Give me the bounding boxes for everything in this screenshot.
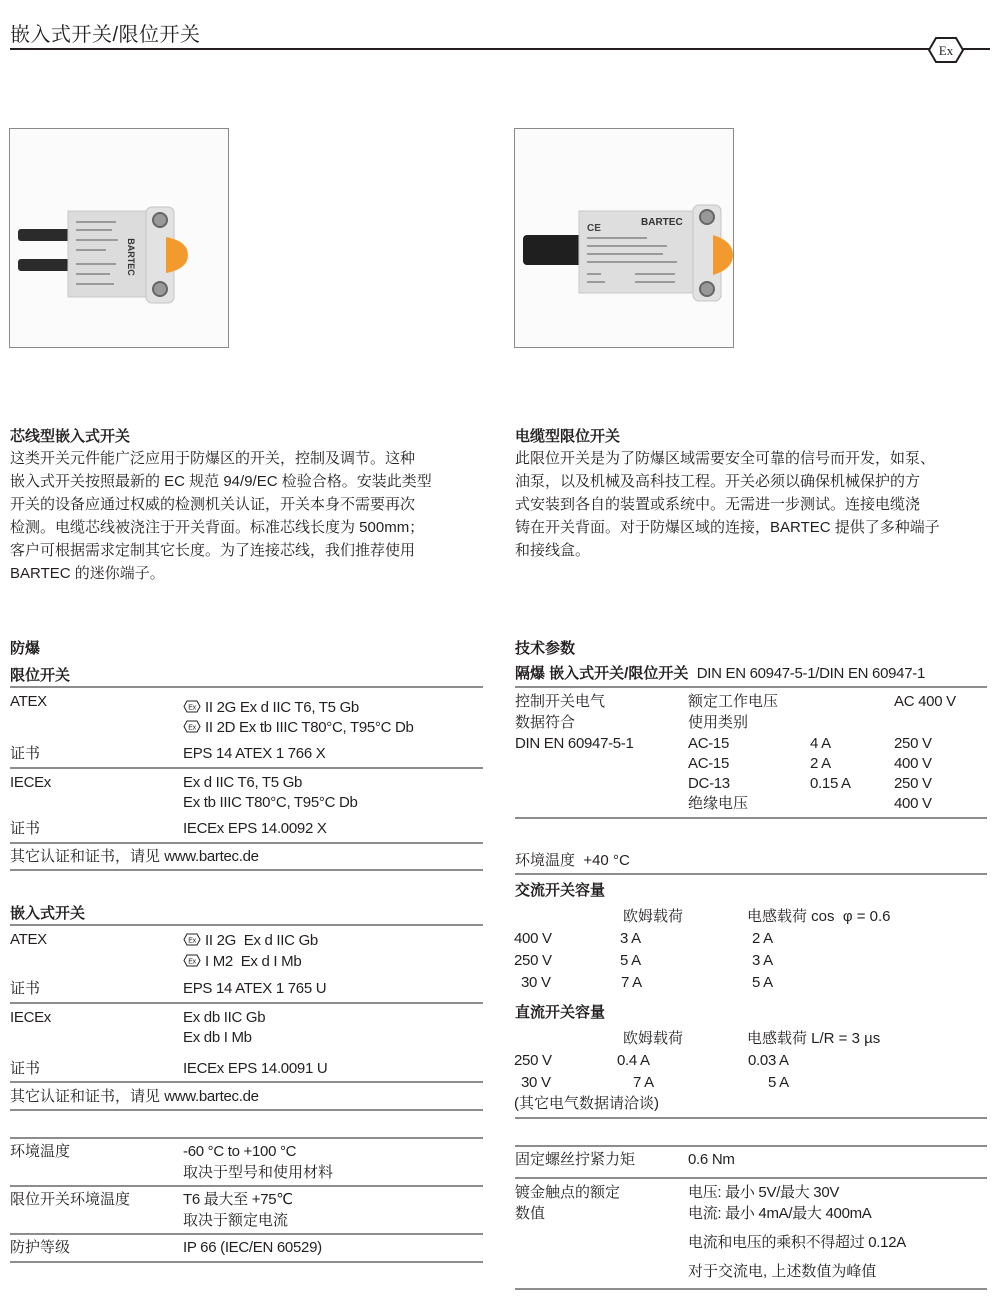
divider	[10, 1002, 483, 1004]
iecex-label: IECEx	[10, 1009, 52, 1026]
divider	[10, 842, 483, 844]
atex-label: ATEX	[10, 693, 47, 710]
certificate-value: IECEx EPS 14.0091 U	[183, 1060, 328, 1077]
svg-text:CE: CE	[587, 223, 601, 234]
divider	[515, 1117, 987, 1119]
gold-voltage-range: 电压: 最小 5V/最大 30V	[688, 1184, 840, 1201]
certificate-label: 证书	[10, 820, 41, 837]
text-line: 和接线盒。	[515, 542, 591, 559]
certificate-label: 证书	[10, 745, 41, 762]
svg-text:Ex: Ex	[188, 937, 196, 945]
divider	[515, 873, 987, 875]
category-voltage: 400 V	[894, 755, 932, 772]
ex-mark-icon	[183, 720, 201, 733]
protection-class-label: 防护等级	[10, 1239, 71, 1256]
product-description-embedded	[10, 425, 490, 585]
text-line: 嵌入式开关按照最新的 EC 规范 94/9/EC 检验合格。安装此类型	[10, 473, 432, 490]
product-heading: 电缆型限位开关	[515, 428, 621, 445]
bartec-website-link[interactable]: www.bartec.de	[164, 1088, 259, 1105]
limit-ambient-temp-note: 取决于额定电流	[183, 1212, 289, 1229]
certificate-label: 证书	[10, 980, 41, 997]
gold-ac-note: 对于交流电, 上述数值为峰值	[688, 1263, 877, 1280]
limit-switch-heading: 限位开关	[10, 667, 71, 684]
divider	[10, 1109, 483, 1111]
category-label: 使用类别	[688, 714, 749, 731]
dc-capacity-heading: 直流开关容量	[515, 1004, 606, 1021]
ohmic-load-header: 欧姆载荷	[623, 908, 684, 925]
torque-label: 固定螺丝拧紧力矩	[515, 1151, 636, 1168]
certificate-label: 证书	[10, 1060, 41, 1077]
divider	[10, 924, 483, 926]
inductive-load-header: 电感载荷 L/R = 3 µs	[747, 1030, 881, 1047]
text-line: 开关的设备应通过权威的检测机关认证，开关本身不需要再次	[10, 496, 416, 513]
divider	[515, 1145, 987, 1147]
product-text	[10, 447, 490, 585]
text-line: 铸在开关背面。对于防爆区域的连接，BARTEC 提供了多种端子	[515, 519, 940, 536]
explosion-protection-heading: 防爆	[10, 640, 41, 657]
divider	[10, 1137, 483, 1139]
cable-limit-switch-illustration	[515, 129, 733, 347]
iecex-label: IECEx	[10, 774, 52, 791]
ac-capacity-heading: 交流开关容量	[515, 882, 606, 899]
rated-voltage-label: 额定工作电压	[688, 693, 779, 710]
certificate-value: EPS 14 ATEX 1 766 X	[183, 745, 326, 762]
iecex-value: Ex db IIC Gb	[183, 1009, 266, 1026]
iecex-value: Ex tb IIIC T80°C, T95°C Db	[183, 794, 358, 811]
title-rule-right	[962, 48, 990, 50]
ac-voltage: 400 V	[514, 930, 552, 947]
rated-voltage-value: AC 400 V	[894, 693, 956, 710]
divider	[515, 686, 987, 688]
divider	[10, 767, 483, 769]
ex-mark-icon	[183, 933, 201, 946]
ac-ohmic: 7 A	[621, 974, 642, 991]
divider	[515, 1177, 987, 1179]
ac-ohmic: 5 A	[620, 952, 641, 969]
ac-inductive: 2 A	[752, 930, 773, 947]
category-current: 4 A	[810, 735, 831, 752]
category-voltage: 250 V	[894, 775, 932, 792]
insulation-voltage-label: 绝缘电压	[688, 795, 749, 812]
limit-ambient-temp-value: T6 最大至 +75℃	[183, 1191, 293, 1208]
ex-mark-icon	[183, 700, 201, 713]
product-text	[515, 447, 995, 562]
embedded-switch-illustration	[10, 129, 228, 347]
product-image-cable-limit-switch	[514, 128, 734, 348]
category-code: AC-15	[688, 735, 730, 752]
iecex-value: Ex db I Mb	[183, 1029, 252, 1046]
atex-value: Ex I M2 Ex d I Mb	[183, 952, 301, 972]
ac-inductive: 3 A	[752, 952, 773, 969]
category-code: DC-13	[688, 775, 730, 792]
control-label-line: 数据符合	[515, 714, 576, 731]
category-voltage: 250 V	[894, 735, 932, 752]
gold-contact-label-line: 镀金触点的额定	[515, 1184, 621, 1201]
dc-inductive: 0.03 A	[748, 1052, 789, 1069]
category-current: 0.15 A	[810, 775, 851, 792]
dc-ohmic: 7 A	[633, 1074, 654, 1091]
gold-contact-label-line: 数值	[515, 1205, 546, 1222]
ambient-temp-label: 环境温度	[10, 1143, 71, 1160]
text-line: BARTEC 的迷你端子。	[10, 565, 165, 582]
gold-product-limit: 电流和电压的乘积不得超过 0.12A	[688, 1234, 906, 1251]
text-line: 这类开关元件能广泛应用于防爆区的开关，控制及调节。这种	[10, 450, 416, 467]
text-line: 油泵，以及机械及高科技工程。开关必须以确保机械保护的方	[515, 473, 921, 490]
ac-ohmic: 3 A	[620, 930, 641, 947]
divider	[10, 1233, 483, 1235]
svg-text:BARTEC: BARTEC	[641, 217, 683, 228]
ohmic-load-header: 欧姆载荷	[623, 1030, 684, 1047]
divider	[515, 1288, 987, 1290]
svg-text:BARTEC: BARTEC	[126, 238, 136, 276]
technical-data-heading: 技术参数	[515, 640, 576, 657]
ex-hexagon-icon	[928, 36, 964, 64]
ambient-temperature: 环境温度 +40 °C	[515, 852, 630, 869]
category-current: 2 A	[810, 755, 831, 772]
divider	[10, 869, 483, 871]
divider	[515, 817, 987, 819]
other-certs-note: 其它认证和证书，请见 www.bartec.de	[10, 848, 259, 865]
product-image-embedded-switch	[9, 128, 229, 348]
text-line: 此限位开关是为了防爆区域需要安全可靠的信号而开发，如泵、	[515, 450, 936, 467]
svg-text:Ex: Ex	[188, 958, 196, 966]
svg-text:Ex: Ex	[938, 43, 954, 58]
page-title: 嵌入式开关/限位开关	[10, 24, 201, 46]
gold-current-range: 电流: 最小 4mA/最大 400mA	[688, 1205, 872, 1222]
bartec-website-link[interactable]: www.bartec.de	[164, 848, 259, 865]
torque-value: 0.6 Nm	[688, 1151, 735, 1168]
dc-inductive: 5 A	[768, 1074, 789, 1091]
svg-text:Ex: Ex	[188, 704, 196, 712]
technical-subheading: 隔爆 嵌入式开关/限位开关 DIN EN 60947-5-1/DIN EN 60947-1	[515, 665, 926, 682]
category-code: AC-15	[688, 755, 730, 772]
control-label-line: 控制开关电气	[515, 693, 606, 710]
ex-mark-icon	[183, 954, 201, 967]
atex-value: Ex II 2G Ex d IIC Gb	[183, 931, 318, 951]
certificate-value: EPS 14 ATEX 1 765 U	[183, 980, 327, 997]
svg-text:Ex: Ex	[188, 724, 196, 732]
product-heading: 芯线型嵌入式开关	[10, 428, 131, 445]
inductive-load-header: 电感载荷 cos φ = 0.6	[747, 908, 891, 925]
text-line: 客户可根据需求定制其它长度。为了连接芯线，我们推荐使用	[10, 542, 416, 559]
atex-label: ATEX	[10, 931, 47, 948]
limit-ambient-temp-label: 限位开关环境温度	[10, 1191, 131, 1208]
text-line: 式安装到各自的装置或系统中。无需进一步测试。连接电缆浇	[515, 496, 921, 513]
dc-voltage: 250 V	[514, 1052, 552, 1069]
ac-voltage: 30 V	[521, 974, 551, 991]
dc-ohmic: 0.4 A	[617, 1052, 650, 1069]
atex-value: Ex II 2G Ex d IIC T6, T5 Gb	[183, 698, 359, 718]
dc-voltage: 30 V	[521, 1074, 551, 1091]
text-line: 检测。电缆芯线被浇注于开关背面。标准芯线长度为 500mm；	[10, 519, 425, 536]
ac-inductive: 5 A	[752, 974, 773, 991]
divider	[10, 686, 483, 688]
embedded-switch-heading: 嵌入式开关	[10, 905, 86, 922]
protection-class-value: IP 66 (IEC/EN 60529)	[183, 1239, 322, 1256]
title-rule	[10, 48, 930, 50]
atex-value: Ex II 2D Ex tb IIIC T80°C, T95°C Db	[183, 718, 414, 738]
iecex-value: Ex d IIC T6, T5 Gb	[183, 774, 303, 791]
other-certs-note: 其它认证和证书，请见 www.bartec.de	[10, 1088, 259, 1105]
certificate-value: IECEx EPS 14.0092 X	[183, 820, 327, 837]
divider	[10, 1261, 483, 1263]
divider	[10, 1185, 483, 1187]
product-description-cable	[515, 425, 995, 562]
control-label-line: DIN EN 60947-5-1	[515, 735, 634, 752]
other-electrical-note: (其它电气数据请洽谈)	[514, 1095, 659, 1112]
divider	[10, 1081, 483, 1083]
ambient-temp-value: -60 °C to +100 °C	[183, 1143, 297, 1160]
ac-voltage: 250 V	[514, 952, 552, 969]
insulation-voltage-value: 400 V	[894, 795, 932, 812]
ambient-temp-note: 取决于型号和使用材料	[183, 1164, 334, 1181]
